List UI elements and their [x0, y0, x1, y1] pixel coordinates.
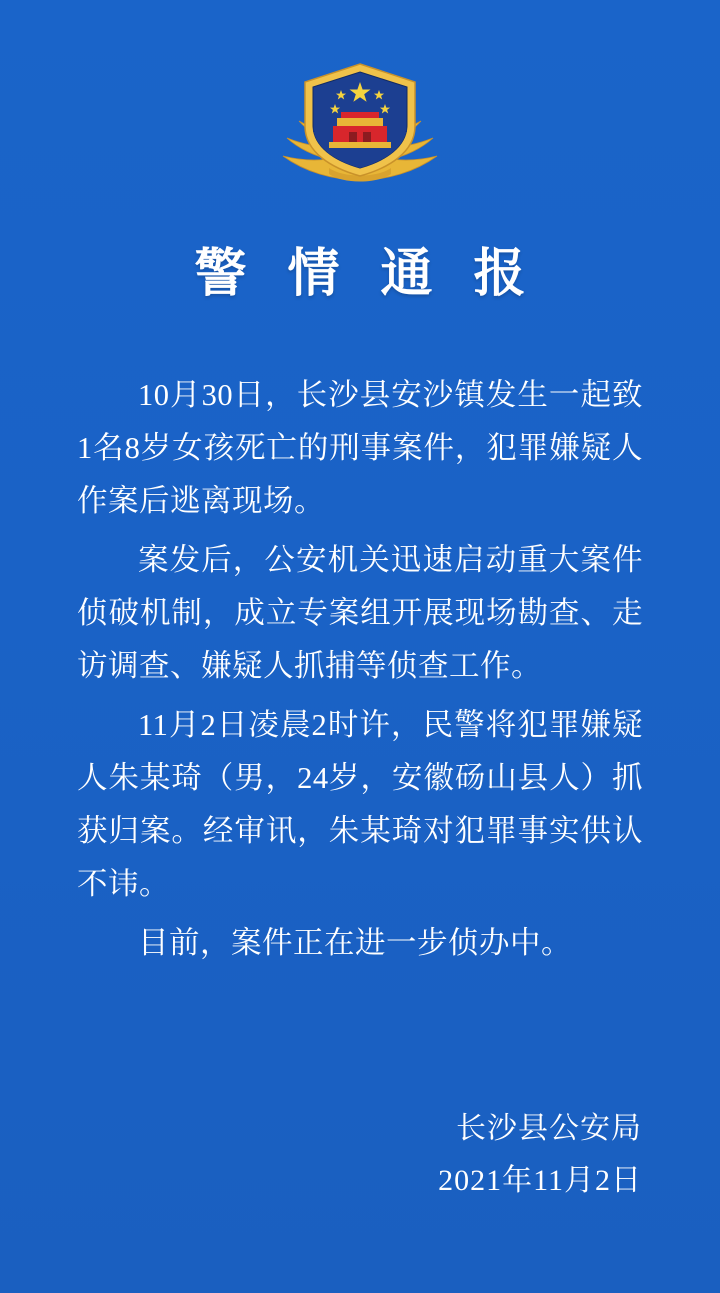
paragraph: 10月30日，长沙县安沙镇发生一起致1名8岁女孩死亡的刑事案件，犯罪嫌疑人作案后逃离现场。 [77, 378, 643, 519]
signature-block [438, 1103, 642, 1207]
notice-body [77, 369, 643, 976]
paragraph: 11月2日凌晨2时许，民警将犯罪嫌疑人朱某琦（男，24岁，安徽砀山县人）抓获归案。经审讯，朱某琦对犯罪事实供认不讳。 [77, 708, 643, 902]
paragraph: 案发后，公安机关迅速启动重大案件侦破机制，成立专案组开展现场勘查、走访调查、嫌疑人抓捕等侦查工作。 [77, 543, 643, 684]
issue-date: 2021年11月2日 [438, 1164, 642, 1197]
issuer-name: 长沙县公安局 [456, 1112, 642, 1145]
page-title: 警 情 通 报 [194, 246, 540, 303]
china-police-badge-icon [255, 52, 465, 202]
paragraph: 目前，案件正在进一步侦办中。 [138, 926, 572, 961]
